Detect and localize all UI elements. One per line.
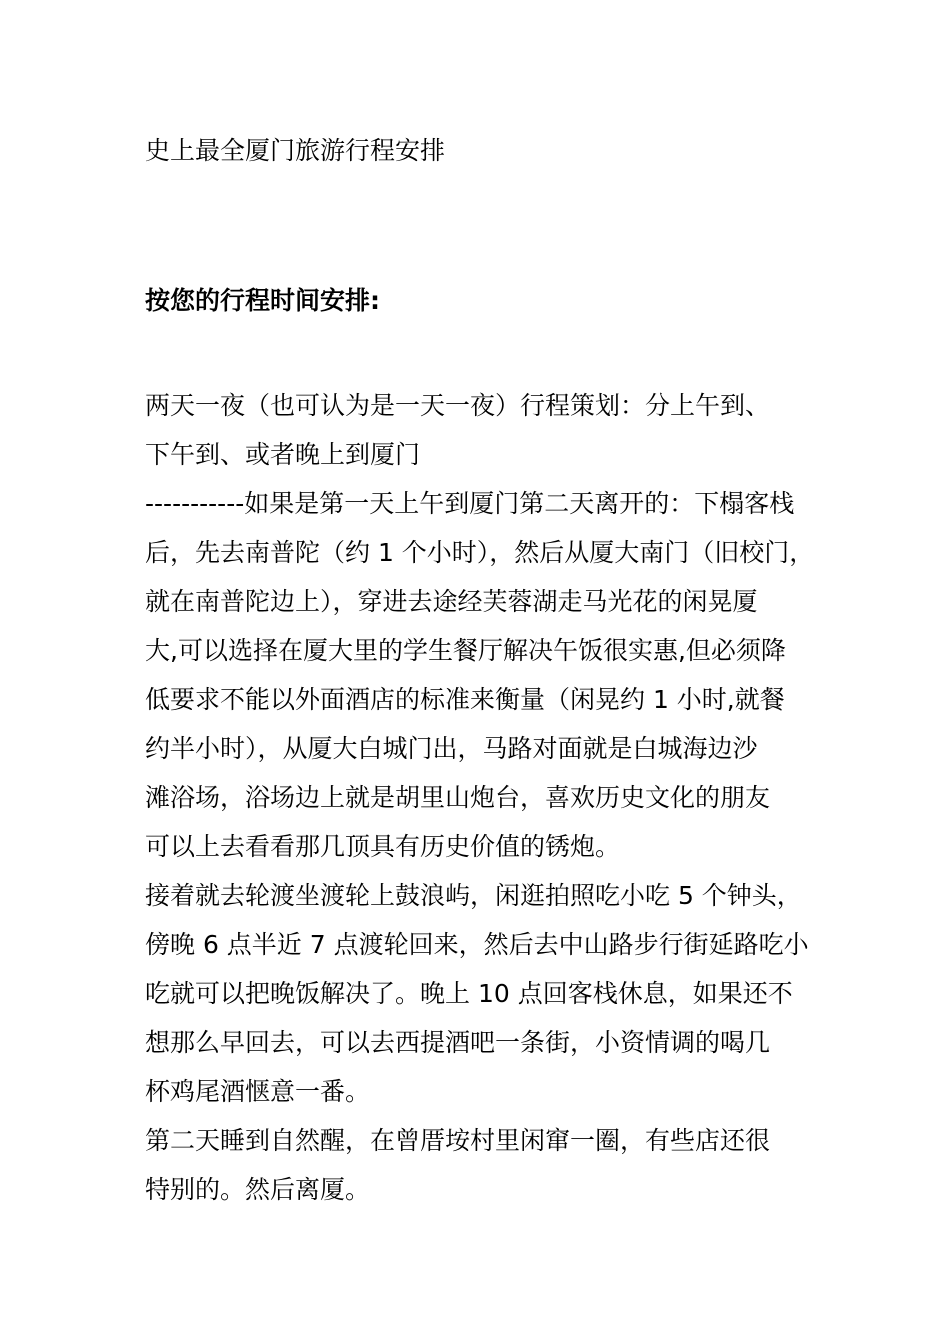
body-line: 第二天睡到自然醒，在曾厝垵村里闲窜一圈，有些店还很 bbox=[145, 1126, 771, 1155]
body-line: 想那么早回去，可以去西提酒吧一条街，小资情调的喝几 bbox=[145, 1028, 771, 1057]
body-line: 特别的。然后离厦。 bbox=[145, 1175, 371, 1204]
body-line: 接着就去轮渡坐渡轮上鼓浪屿，闲逛拍照吃小吃 5 个钟头， bbox=[145, 881, 802, 910]
body-line: 大,可以选择在厦大里的学生餐厅解决午饭很实惠,但必须降 bbox=[145, 636, 786, 665]
body-line: 就在南普陀边上），穿进去途经芙蓉湖走马光花的闲晃厦 bbox=[145, 587, 758, 616]
body-line: 吃就可以把晚饭解决了。晚上 10 点回客栈休息，如果还不 bbox=[145, 979, 793, 1008]
document-title: 史上最全厦门旅游行程安排 bbox=[145, 136, 446, 165]
body-line: 杯鸡尾酒惬意一番。 bbox=[145, 1077, 371, 1106]
body-line: 可以上去看看那几顶具有历史价值的锈炮。 bbox=[145, 832, 621, 861]
section-heading: 按您的行程时间安排: bbox=[145, 286, 380, 315]
body-line: 滩浴场，浴场边上就是胡里山炮台，喜欢历史文化的朋友 bbox=[145, 783, 771, 812]
body-line: 后，先去南普陀（约 1 个小时），然后从厦大南门（旧校门， bbox=[145, 538, 815, 567]
body-line: 低要求不能以外面酒店的标准来衡量（闲晃约 1 小时,就餐 bbox=[145, 685, 785, 714]
body-line: 约半小时），从厦大白城门出，马路对面就是白城海边沙 bbox=[145, 734, 758, 763]
body-text bbox=[145, 381, 825, 1214]
body-line: 下午到、或者晚上到厦门 bbox=[145, 440, 421, 469]
body-line: -----------如果是第一天上午到厦门第二天离开的：下榻客栈 bbox=[145, 489, 795, 518]
body-line: 两天一夜（也可认为是一天一夜）行程策划：分上午到、 bbox=[145, 391, 771, 420]
body-line: 傍晚 6 点半近 7 点渡轮回来，然后去中山路步行街延路吃小 bbox=[145, 930, 809, 959]
